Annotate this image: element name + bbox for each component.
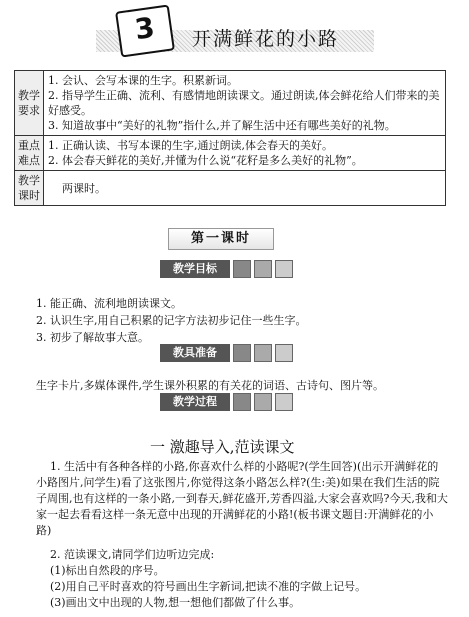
goal-item: 1. 能正确、流利地朗读课文。 bbox=[36, 297, 182, 310]
paragraph: (2)用自己平时喜欢的符号画出生字新词,把读不准的字做上记号。 bbox=[50, 580, 367, 593]
deco-square bbox=[275, 260, 293, 278]
list-item: 3. 知道故事中“美好的礼物”指什么,并了解生活中还有哪些美好的礼物。 bbox=[48, 119, 396, 132]
row-label: 重点难点 bbox=[15, 136, 44, 171]
row-label: 教学要求 bbox=[15, 71, 44, 136]
prep-text: 生字卡片,多媒体课件,学生课外积累的有关花的词语、古诗句、图片等。 bbox=[36, 379, 384, 392]
deco-square bbox=[254, 260, 272, 278]
table-row bbox=[15, 71, 446, 136]
list-item: 2. 体会春天鲜花的美好,并懂为什么说“花籽是多么美好的礼物”。 bbox=[48, 154, 363, 167]
lesson-number: 3 bbox=[132, 10, 157, 47]
paragraph: 1. 生活中有各种各样的小路,你喜欢什么样的小路呢?(学生回答)(出示开满鲜花的小路图片,问学生)看了这张图片,你觉得这条小路怎么样?(生:美)如果在我们生活的院子周围,也有这样的一条小路,一到春天,鲜花盛开,芳香四溢,大家会喜欢吗?今天,我和大家一起去看看这样一条无意中出现的开满鲜花的小路!(板书课文题目:开满鲜花的小路) bbox=[36, 460, 448, 537]
paragraph: (1)标出自然段的序号。 bbox=[50, 564, 165, 577]
section-title: 第一课时 bbox=[168, 228, 274, 250]
tag-prep bbox=[160, 344, 293, 362]
lesson-number-box bbox=[115, 4, 175, 57]
table-row bbox=[15, 171, 446, 206]
tag-goal bbox=[160, 260, 293, 278]
paragraph: 2. 范读课文,请同学们边听边完成: bbox=[50, 548, 215, 561]
step-heading: 一 激趣导入,范读课文 bbox=[150, 438, 295, 456]
row-label: 教学课时 bbox=[15, 171, 44, 206]
deco-square bbox=[275, 393, 293, 411]
tag-label: 教学目标 bbox=[160, 260, 230, 278]
tag-label: 教具准备 bbox=[160, 344, 230, 362]
list-item: 1. 会认、会写本课的生字。积累新词。 bbox=[48, 74, 238, 87]
lesson-title: 开满鲜花的小路 bbox=[192, 28, 340, 50]
deco-square bbox=[233, 344, 251, 362]
deco-square bbox=[275, 344, 293, 362]
paragraph: (3)画出文中出现的人物,想一想他们都做了什么事。 bbox=[50, 596, 301, 609]
deco-square bbox=[233, 260, 251, 278]
deco-square bbox=[233, 393, 251, 411]
list-item: 2. 指导学生正确、流利、有感情地朗读课文。通过朗读,体会鲜花给人们带来的美好感受。 bbox=[48, 89, 440, 117]
goal-item: 2. 认识生字,用自己积累的记字方法初步记住一些生字。 bbox=[36, 314, 307, 327]
tag-process bbox=[160, 393, 293, 411]
tag-label: 教学过程 bbox=[160, 393, 230, 411]
list-item: 两课时。 bbox=[62, 181, 106, 195]
goal-item: 3. 初步了解故事大意。 bbox=[36, 331, 149, 344]
list-item: 1. 正确认读、书写本课的生字,通过朗读,体会春天的美好。 bbox=[48, 139, 333, 152]
table-row bbox=[15, 136, 446, 171]
requirements-table bbox=[14, 70, 446, 206]
deco-square bbox=[254, 344, 272, 362]
deco-square bbox=[254, 393, 272, 411]
